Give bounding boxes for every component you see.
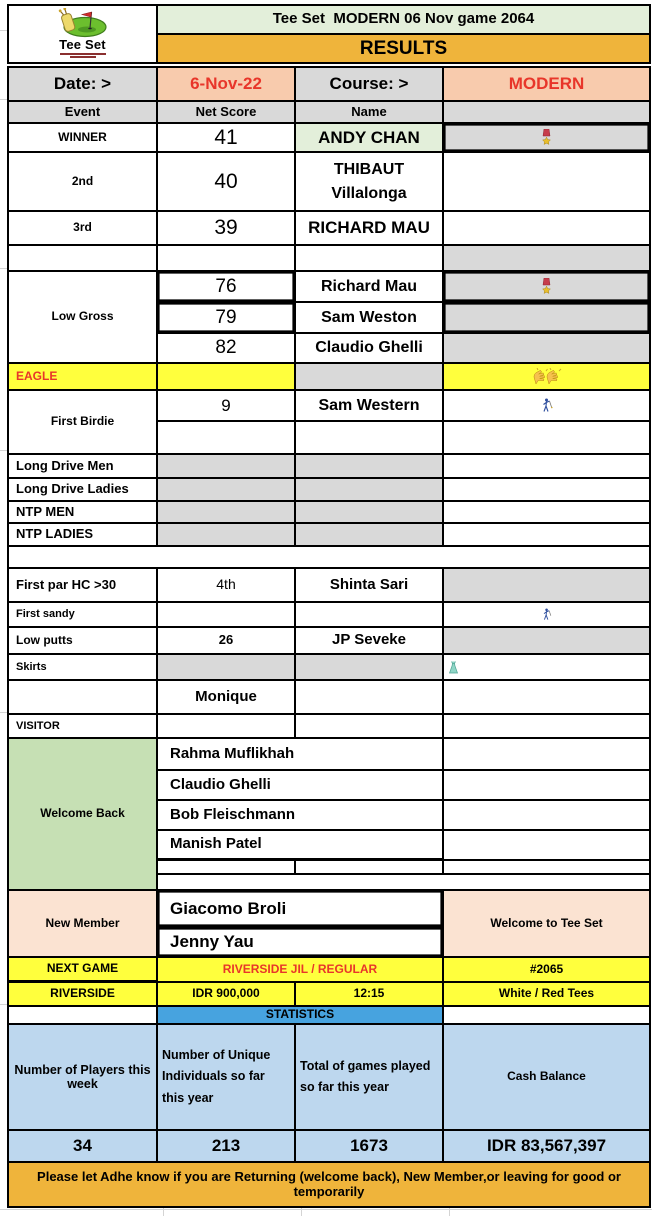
third-name: RICHARD MAU: [296, 212, 444, 246]
blank-cell: [296, 715, 444, 739]
next-game-tee-time: 12:15: [296, 983, 444, 1007]
long-drive-men-name-cell: [296, 455, 444, 479]
eagle-event: EAGLE: [9, 364, 158, 391]
long-drive-men-score-cell: [158, 455, 296, 479]
blank-cell: [158, 715, 296, 739]
date-label: Date: >: [9, 68, 158, 102]
low-gross-event: Low Gross: [9, 272, 158, 364]
next-game-tees: White / Red Tees: [444, 983, 651, 1007]
blank-cell: [158, 861, 296, 875]
low-gross-award-3: [444, 334, 651, 364]
first-par-event: First par HC >30: [9, 569, 158, 603]
sheet-gridline: [449, 1208, 450, 1216]
blank-cell: [444, 861, 651, 875]
blank-cell: [444, 715, 651, 739]
new-member-name-1: Giacomo Broli: [158, 891, 444, 928]
spacer-row: [9, 547, 651, 569]
first-par-score: 4th: [158, 569, 296, 603]
sheet-gridline: [0, 268, 7, 269]
ntp-ladies-event: NTP LADIES: [9, 524, 158, 547]
welcome-back-name-1: Rahma Muflikhah: [158, 739, 444, 771]
second-score: 40: [158, 153, 296, 212]
first-birdie-event: First Birdie: [9, 391, 158, 455]
first-par-name: Shinta Sari: [296, 569, 444, 603]
statistics-banner: STATISTICS: [158, 1007, 444, 1025]
sheet-gridline: [0, 30, 7, 31]
stat-value-cash: IDR 83,567,397: [444, 1131, 651, 1163]
golf-logo-icon: [54, 8, 112, 38]
ntp-men-name-cell: [296, 502, 444, 524]
ntp-ladies-award-cell: [444, 524, 651, 547]
third-award-cell: [444, 212, 651, 246]
first-par-award-cell: [444, 569, 651, 603]
welcome-back-name-2: Claudio Ghelli: [158, 771, 444, 801]
low-gross-score-3: 82: [158, 334, 296, 364]
blank-cell: [444, 1007, 651, 1025]
second-name: THIBAUT Villalonga: [296, 153, 444, 212]
skirts-award-cell: [444, 655, 651, 681]
eagle-award-cell: [444, 364, 651, 391]
stat-label-cash: Cash Balance: [444, 1025, 651, 1131]
long-drive-ladies-event: Long Drive Ladies: [9, 479, 158, 502]
winner-name: ANDY CHAN: [296, 124, 444, 153]
logo-title: Tee Set: [59, 37, 106, 52]
first-sandy-event: First sandy: [9, 603, 158, 628]
next-game-fee: IDR 900,000: [158, 983, 296, 1007]
second-award-cell: [444, 153, 651, 212]
col-header-name: Name: [296, 102, 444, 124]
blank-cell: [296, 422, 444, 455]
footer-note: Please let Adhe know if you are Returning (welcome back), New Member,or leaving for good or temporarily: [9, 1163, 651, 1208]
blank-cell: [9, 681, 158, 715]
blank-cell: [9, 1007, 158, 1025]
first-sandy-award-cell: [444, 603, 651, 628]
sheet-gridline: [0, 1209, 652, 1210]
col-header-event: Event: [9, 102, 158, 124]
sheet-gridline: [301, 1208, 302, 1216]
next-game-label: NEXT GAME: [9, 958, 158, 983]
golfer-icon: [541, 608, 553, 621]
long-drive-ladies-name-cell: [296, 479, 444, 502]
low-gross-award-2: [444, 303, 651, 334]
blank-cell: [444, 739, 651, 771]
first-birdie-award-cell: [444, 391, 651, 422]
welcome-back-name-4: Manish Patel: [158, 831, 444, 861]
next-game-venue: RIVERSIDE JIL / REGULAR: [158, 958, 444, 983]
new-member-note: Welcome to Tee Set: [444, 891, 651, 958]
sheet-title: Tee Set MODERN 06 Nov game 2064: [158, 6, 651, 35]
extra-name: Monique: [158, 681, 296, 715]
sheet-gridline: [0, 99, 7, 100]
winner-award-cell: [444, 124, 651, 153]
long-drive-ladies-award-cell: [444, 479, 651, 502]
third-event: 3rd: [9, 212, 158, 246]
low-gross-score-2: 79: [158, 303, 296, 334]
welcome-back-name-3: Bob Fleischmann: [158, 801, 444, 831]
date-value: 6-Nov-22: [158, 68, 296, 102]
club-logo: [9, 6, 158, 64]
skirts-event: Skirts: [9, 655, 158, 681]
winner-score: 41: [158, 124, 296, 153]
first-birdie-name: Sam Western: [296, 391, 444, 422]
first-birdie-score: 9: [158, 391, 296, 422]
results-banner: RESULTS: [158, 35, 651, 64]
results-table: [7, 66, 651, 1208]
low-putts-event: Low putts: [9, 628, 158, 655]
sheet-gridline: [0, 450, 7, 451]
blank-cell: [444, 681, 651, 715]
next-game-course: RIVERSIDE: [9, 983, 158, 1007]
low-gross-name-1: Richard Mau: [296, 272, 444, 303]
ntp-ladies-name-cell: [296, 524, 444, 547]
dress-icon: [448, 661, 459, 674]
stat-value-games: 1673: [296, 1131, 444, 1163]
skirts-score-cell: [158, 655, 296, 681]
sheet-gridline: [0, 712, 7, 713]
blank-cell: [296, 246, 444, 272]
low-gross-score-1: 76: [158, 272, 296, 303]
low-gross-award-1: [444, 272, 651, 303]
course-value: MODERN: [444, 68, 651, 102]
welcome-back-label: Welcome Back: [9, 739, 158, 891]
golfer-icon: [540, 398, 554, 413]
blank-cell: [158, 603, 296, 628]
stat-label-games: Total of games played so far this year: [296, 1025, 444, 1131]
stat-label-unique: Number of Unique Individuals so far this year: [158, 1025, 296, 1131]
sheet-gridline: [163, 1208, 164, 1216]
stat-value-players: 34: [9, 1131, 158, 1163]
course-label: Course: >: [296, 68, 444, 102]
third-score: 39: [158, 212, 296, 246]
stat-label-players: Number of Players this week: [9, 1025, 158, 1131]
low-putts-name: JP Seveke: [296, 628, 444, 655]
logo-tagline-line2: [70, 56, 96, 58]
long-drive-men-award-cell: [444, 455, 651, 479]
blank-cell: [158, 422, 296, 455]
new-member-label: New Member: [9, 891, 158, 958]
ntp-men-award-cell: [444, 502, 651, 524]
low-gross-name-3: Claudio Ghelli: [296, 334, 444, 364]
eagle-name-cell: [296, 364, 444, 391]
blank-cell: [444, 246, 651, 272]
low-gross-name-2: Sam Weston: [296, 303, 444, 334]
winner-event: WINNER: [9, 124, 158, 153]
long-drive-ladies-score-cell: [158, 479, 296, 502]
new-member-name-2: Jenny Yau: [158, 928, 444, 958]
logo-tagline-line: [60, 53, 106, 55]
stat-value-unique: 213: [158, 1131, 296, 1163]
eagle-score-cell: [158, 364, 296, 391]
blank-cell: [296, 861, 444, 875]
visitor-label: VISITOR: [9, 715, 158, 739]
blank-cell: [444, 771, 651, 801]
next-game-number: #2065: [444, 958, 651, 983]
medal-icon: [540, 129, 553, 147]
blank-cell: [296, 603, 444, 628]
second-event: 2nd: [9, 153, 158, 212]
col-header-net-score: Net Score: [158, 102, 296, 124]
blank-cell: [444, 422, 651, 455]
skirts-name-cell: [296, 655, 444, 681]
blank-cell: [444, 831, 651, 861]
low-putts-award-cell: [444, 628, 651, 655]
medal-icon: [540, 278, 553, 296]
applause-icon: [532, 368, 562, 385]
long-drive-men-event: Long Drive Men: [9, 455, 158, 479]
col-header-award: [444, 102, 651, 124]
blank-cell: [158, 875, 651, 891]
results-sheet: [7, 4, 651, 1208]
ntp-men-event: NTP MEN: [9, 502, 158, 524]
header-table: [7, 4, 651, 64]
blank-cell: [296, 681, 444, 715]
low-putts-score: 26: [158, 628, 296, 655]
blank-cell: [158, 246, 296, 272]
ntp-men-score-cell: [158, 502, 296, 524]
blank-cell: [9, 246, 158, 272]
ntp-ladies-score-cell: [158, 524, 296, 547]
sheet-gridline: [0, 1004, 7, 1005]
blank-cell: [444, 801, 651, 831]
